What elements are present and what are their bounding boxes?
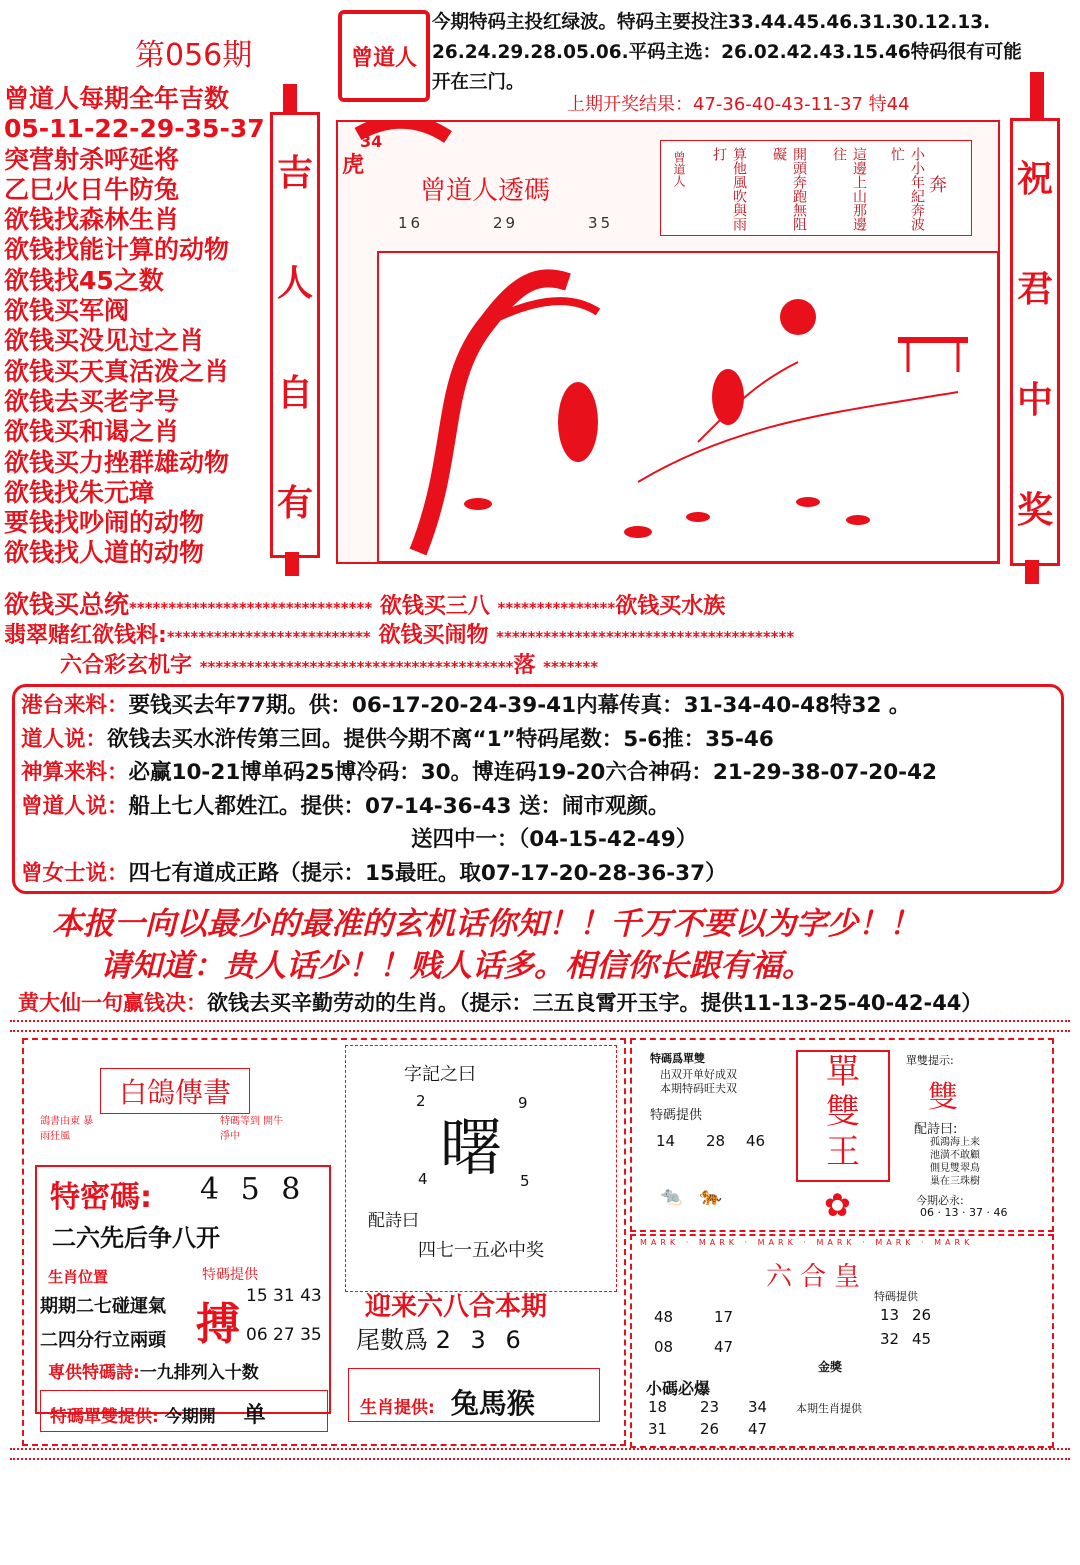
pigeon-sub-right: 特碼等到 開牛淨中 [220, 1116, 284, 1142]
info-label: 曾女士说： [21, 860, 129, 886]
single-result: 单 [243, 1403, 266, 1428]
star-line-2-stars: ************************** [166, 628, 371, 646]
king-char: 王 [826, 1132, 860, 1172]
sd-num: 46 [746, 1132, 766, 1150]
info-value: 四七有道成正路（提示：15最旺。取07-17-20-28-36-37） [128, 860, 727, 886]
left-clue-item: 曾道人每期全年吉数 [4, 84, 230, 113]
sd-desc-1: 出双开单好成双 [660, 1068, 737, 1081]
scroll-right-char: 君 [1016, 269, 1053, 311]
lhh-right-num: 45 [912, 1330, 932, 1348]
rt-poem-line: 池潢不敢顧 [930, 1150, 980, 1161]
left-clue-item: 突营射杀呼延将 [4, 144, 180, 174]
info-label: 港台来料： [21, 693, 129, 718]
info-box [12, 684, 1064, 894]
sd-title: 特碼爲單雙 [650, 1052, 705, 1065]
star-line-3-b: 落 [513, 653, 536, 678]
left-clue-item: 欲钱找45之数 [4, 265, 164, 295]
sd-num: 28 [706, 1132, 726, 1150]
star-line-3 [60, 648, 598, 679]
star-line-2 [4, 618, 794, 649]
left-clue-item: 要钱找吵闹的动物 [4, 508, 205, 538]
sd-num: 14 [656, 1132, 676, 1150]
tiger-label: 虎 [342, 153, 365, 178]
pigeon-sub-left: 鴿書由東 暴雨狂風 [40, 1116, 94, 1142]
info-value: 船上七人都姓江。提供：07-14-36-43 送：闹市观颜。 [128, 793, 670, 819]
left-clue-item: 欲钱买没见过之肖 [4, 326, 205, 356]
last-result-label: 上期开奖结果： [567, 94, 693, 115]
left-clue-list [4, 84, 294, 569]
info-value: 欲钱去买水浒传第三回。提供今期不离“1”特码尾数：5-6推：35-46 [107, 726, 774, 752]
info-value: 要钱买去年77期。供：06-17-20-24-39-41内幕传真：31-34-40-48特32 。 [128, 693, 911, 718]
rt-poem-line: 巢在三珠樹 [930, 1176, 980, 1187]
riddle-n2: 2 [416, 1092, 426, 1110]
pigeon-title: 白鴿傳書 [100, 1068, 250, 1114]
mark-text: MARK [875, 1238, 915, 1247]
header-line-3: 开在三门。 [432, 72, 525, 93]
must-nums: 06 · 13 · 37 · 46 [920, 1206, 1008, 1219]
poem-head: 奔 [929, 175, 947, 196]
info-label: 道人说： [21, 726, 108, 752]
issue-label: 第056期 [135, 38, 253, 73]
small-num: 23 [700, 1398, 720, 1416]
star-line-1-stars2: *************** [497, 599, 616, 617]
left-clue-item: 欲钱买军阀 [4, 296, 130, 326]
small-num: 34 [748, 1398, 768, 1416]
tail-row [356, 1320, 527, 1355]
lhh-title: 六合皇 [766, 1262, 869, 1292]
left-clue-item: 欲钱买和谒之肖 [4, 417, 180, 447]
left-clue-item: 欲钱找朱元璋 [4, 477, 155, 507]
secret-label: 特密碼: [50, 1180, 152, 1215]
riddle-n5: 5 [520, 1172, 530, 1190]
header-line-1: 今期特码主投红绿波。特码主要投注33.44.45.46.31.30.12.13. [432, 12, 991, 33]
info-line [21, 723, 1061, 757]
line-b: 二四分行立兩頭 [40, 1330, 166, 1351]
small-num: 47 [748, 1420, 768, 1438]
info-value: 送四中一：（04-15-42-49） [411, 827, 698, 852]
nums-row-1: 15 31 43 [246, 1286, 322, 1306]
mark-text: MARK [816, 1238, 856, 1247]
star-line-3-a: 六合彩玄机字 [60, 653, 193, 678]
star-line-3-stars2: ******* [543, 658, 599, 676]
poem-label: 専供特碼詩: [48, 1363, 140, 1383]
must-label: 今期必永: [916, 1194, 964, 1207]
star-line-1-c: 欲钱买水族 [615, 594, 726, 619]
info-line [21, 756, 1061, 790]
info-value: 必赢10-21博单码25博冷码：30。博连码19-20六合神码：21-29-38-07-20-42 [128, 760, 938, 785]
gold-label: 金獎 [818, 1360, 843, 1374]
picture-title: 曾道人透碼 [420, 176, 551, 206]
sd-hint-label: 單雙提示: [906, 1054, 954, 1067]
scroll-roller-top-left [283, 84, 297, 114]
left-clue-item: 乙巳火日牛防兔 [4, 174, 180, 204]
scroll-left-char: 吉 [276, 152, 313, 194]
star-line-2-b: 欲钱买闹物 [378, 623, 489, 648]
seal-text: 曾道人 [350, 45, 417, 71]
scroll-roller-bottom-right [1025, 560, 1039, 584]
pic-number: 16 [398, 214, 424, 232]
star-line-2-stars2: ************************************** [496, 628, 795, 646]
king-char: 單 [826, 1052, 860, 1092]
left-clue-item: 欲钱买力挫群雄动物 [4, 447, 230, 477]
last-result-value: 47-36-40-43-11-37 特44 [693, 94, 910, 115]
mark-border: MARK · MARK · MARK · MARK · MARK · MARK [640, 1238, 974, 1247]
star-line-3-stars: **************************************** [199, 658, 514, 676]
slogan-2: 请知道：贵人话少！！贱人话多。相信你长跟有福。 [100, 948, 813, 984]
sd-special-label: 特碼提供 [650, 1108, 703, 1123]
secret-value: 4 5 8 [200, 1172, 307, 1207]
small-num: 26 [700, 1420, 720, 1438]
info-line [21, 790, 1061, 824]
poem-column: 這邊上山那邊往 [831, 147, 867, 231]
scroll-roller-top-right [1030, 72, 1044, 122]
info-line [21, 823, 1061, 857]
mark-text: MARK [757, 1238, 797, 1247]
special-label: 特碼提供 [202, 1267, 258, 1283]
scroll-right-char: 祝 [1016, 158, 1053, 200]
scroll-left-char: 有 [276, 482, 313, 524]
info-lines [15, 687, 1061, 890]
zodiac-row [360, 1382, 535, 1422]
header-announcement [432, 8, 1072, 98]
number-34: 34 [360, 132, 383, 151]
header-line-2: 26.24.29.28.05.06.平码主选：26.02.42.43.15.46特码很有可能 [432, 42, 1022, 63]
lhh-left-num: 17 [714, 1308, 734, 1326]
small-num: 18 [648, 1398, 668, 1416]
king-char: 雙 [826, 1092, 860, 1132]
left-clue-item: 欲钱买天真活泼之肖 [4, 356, 230, 386]
left-clue-item: 05-11-22-29-35-37 [4, 114, 265, 144]
scroll-right [1010, 118, 1060, 566]
line-a: 期期二七碰運氣 [40, 1296, 166, 1317]
flower-icon: ✿ [824, 1186, 851, 1224]
riddle-label: 字記之曰 [404, 1064, 476, 1085]
animal-icons: 🐀 🐅 [660, 1186, 722, 1207]
lhh-left-num: 08 [654, 1338, 674, 1356]
poem-author: 曾道人 [672, 151, 686, 187]
sd-desc-2: 本期特码旺夫双 [660, 1082, 737, 1095]
star-line-2-a: 翡翠赌红欲钱料: [4, 623, 167, 648]
riddle-n4: 4 [418, 1170, 428, 1188]
bo-char: 搏 [196, 1299, 240, 1350]
riddle-char: 曙 [440, 1111, 503, 1184]
huang-tip [18, 987, 982, 1017]
welcome-text: 迎来六八合本期 [365, 1292, 548, 1322]
rt-poem-lines [930, 1136, 980, 1188]
star-line-1-a: 欲钱买总统 [4, 590, 130, 619]
star-line-1 [4, 585, 725, 621]
center-poem-label: 配詩曰 [368, 1211, 419, 1231]
left-clue-item: 欲钱找森林生肖 [4, 205, 180, 235]
scroll-left-char: 人 [276, 262, 313, 304]
info-line [21, 857, 1061, 891]
left-clue-item: 欲钱找能计算的动物 [4, 235, 230, 265]
center-poem-value: 四七一五必中奖 [418, 1240, 544, 1261]
huang-value: 欲钱去买辛勤劳动的生肖。（提示：三五良霄开玉宇。提供11-13-25-40-42-44） [207, 991, 983, 1015]
divider-bottom [10, 1448, 1070, 1460]
info-label: 神算来料： [21, 760, 129, 785]
riddle-n9: 9 [518, 1094, 528, 1112]
zodiac-label: 生肖提供: [360, 1398, 435, 1418]
scroll-left-char: 自 [276, 372, 313, 414]
scroll-left [270, 112, 320, 558]
lhh-left-num: 48 [654, 1308, 674, 1326]
slogan-1: 本报一向以最少的最准的玄机话你知！！千万不要以为字少！！ [52, 906, 920, 942]
poem-row [48, 1358, 259, 1383]
huang-label: 黄大仙一句赢钱决： [18, 991, 207, 1015]
single-row [50, 1398, 266, 1429]
poem-column: 算他風吹與雨打 [711, 147, 747, 231]
picture-poem-box [660, 140, 972, 236]
tail-value: 2 3 6 [435, 1326, 527, 1354]
mark-text: MARK [934, 1238, 974, 1247]
single-value: 今期開 [164, 1407, 216, 1427]
star-line-1-stars: ******************************* [129, 599, 373, 617]
rt-poem-line: 側見雙翠鳥 [930, 1163, 980, 1174]
zodiac-value: 兔馬猴 [450, 1387, 535, 1420]
sd-hint-value: 雙 [928, 1080, 958, 1115]
scroll-right-char: 奖 [1016, 490, 1053, 532]
lhh-special-label: 特碼提供 [874, 1290, 918, 1303]
seal-logo [338, 10, 430, 102]
lhh-right-num: 26 [912, 1306, 932, 1324]
pic-number: 35 [588, 214, 614, 232]
king-box [796, 1050, 890, 1182]
lhh-right-num: 32 [880, 1330, 900, 1348]
poem-value: 一九排列入十数 [139, 1363, 259, 1383]
lhh-left-num: 47 [714, 1338, 734, 1356]
single-label: 特碼單雙提供: [50, 1407, 159, 1427]
nums-row-2: 06 27 35 [246, 1325, 322, 1345]
first-after: 二六先后争八开 [52, 1224, 220, 1252]
lhh-zodiac-label: 本期生肖提供 [796, 1402, 862, 1415]
small-num: 31 [648, 1420, 668, 1438]
poem-column: 開頭奔跑無阻礙 [771, 147, 807, 231]
info-label: 曾道人说： [21, 793, 129, 819]
left-clue-item: 欲钱去买老字号 [4, 386, 180, 416]
lhh-right-num: 13 [880, 1306, 900, 1324]
rt-poem-label: 配詩曰: [914, 1122, 958, 1137]
mark-text: MARK [640, 1238, 680, 1247]
poem-column: 小小年紀奔波忙 [889, 147, 925, 231]
scroll-roller-bottom-left [285, 552, 299, 576]
divider-top [10, 1020, 1070, 1032]
tail-label: 尾數爲 [356, 1326, 428, 1354]
star-line-1-b: 欲钱买三八 [379, 594, 490, 619]
pic-number: 29 [493, 214, 519, 232]
scroll-right-char: 中 [1016, 379, 1053, 421]
small-label: 小碼必爆 [646, 1379, 711, 1398]
left-clue-item: 欲钱找人道的动物 [4, 538, 205, 568]
last-result [567, 90, 910, 116]
zodiac-pos-label: 生肖位置 [48, 1268, 109, 1286]
info-line [21, 689, 1061, 723]
rt-poem-line: 孤鴻海上来 [930, 1137, 980, 1148]
mark-text: MARK [698, 1238, 739, 1247]
